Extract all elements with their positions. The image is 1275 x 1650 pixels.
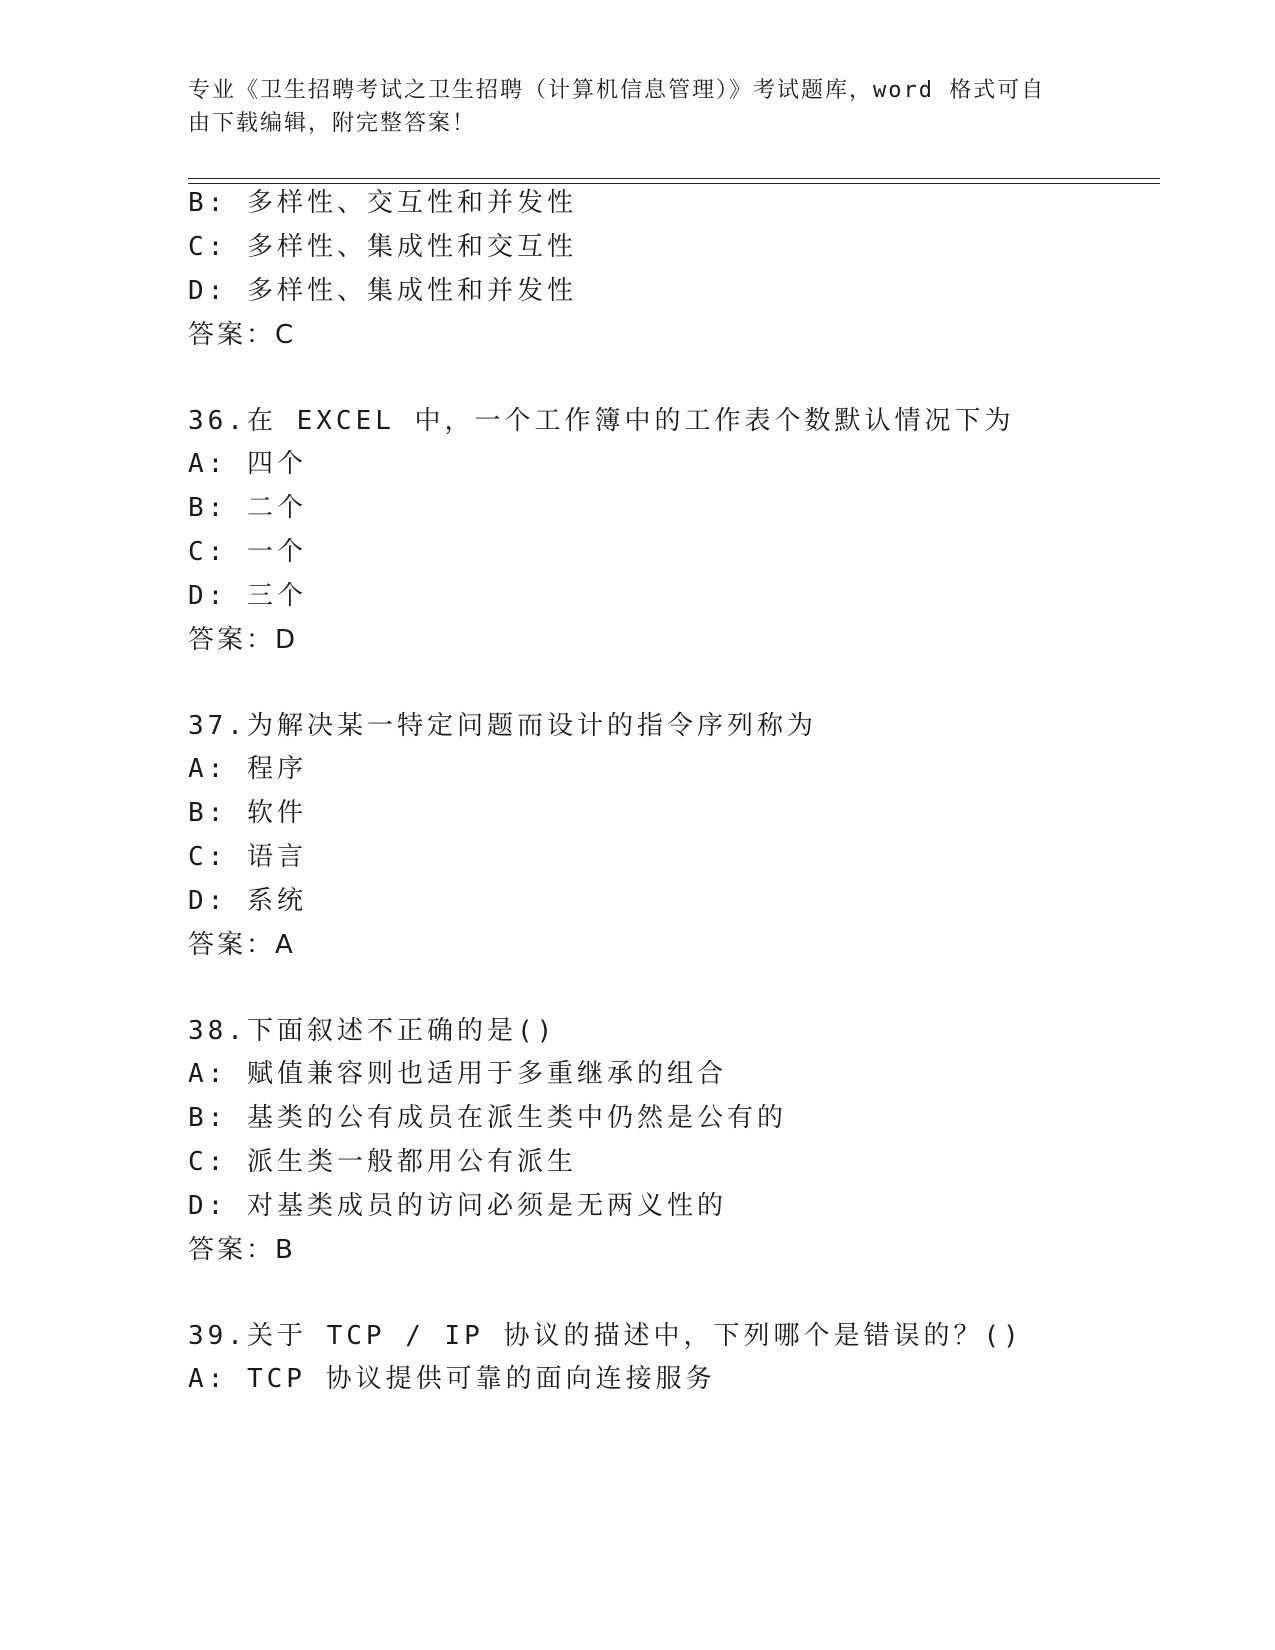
question-38-option-b: B: 基类的公有成员在派生类中仍然是公有的 <box>188 1103 787 1133</box>
prev-option-d: D: 多样性、集成性和并发性 <box>188 276 577 306</box>
header-divider-second <box>188 183 1160 184</box>
question-37-option-a: A: 程序 <box>188 754 307 784</box>
question-38-option-a: A: 赋值兼容则也适用于多重继承的组合 <box>188 1059 727 1089</box>
question-39-stem: 39.关于 TCP / IP 协议的描述中，下列哪个是错误的？() <box>188 1321 1023 1351</box>
question-37-option-d: D: 系统 <box>188 886 307 916</box>
question-36-option-b: B: 二个 <box>188 493 307 523</box>
document-header: 专业《卫生招聘考试之卫生招聘（计算机信息管理）》考试题库，word 格式可自由下载编辑，附完整答案！ <box>188 78 1046 136</box>
prev-answer: 答案：C <box>188 320 297 350</box>
header-divider <box>188 178 1160 179</box>
question-36-stem: 36.在 EXCEL 中，一个工作簿中的工作表个数默认情况下为 <box>188 406 1015 436</box>
question-36-option-d: D: 三个 <box>188 581 307 611</box>
question-36-option-a: A: 四个 <box>188 449 307 479</box>
question-38-option-c: C: 派生类一般都用公有派生 <box>188 1147 577 1177</box>
prev-option-b: B: 多样性、交互性和并发性 <box>188 188 577 218</box>
question-36-answer: 答案：D <box>188 625 299 655</box>
question-37-option-c: C: 语言 <box>188 842 307 872</box>
question-37-answer: 答案：A <box>188 930 296 960</box>
question-37-option-b: B: 软件 <box>188 798 307 828</box>
question-38-stem: 38.下面叙述不正确的是() <box>188 1016 557 1046</box>
prev-option-c: C: 多样性、集成性和交互性 <box>188 232 577 262</box>
question-36-option-c: C: 一个 <box>188 537 307 567</box>
question-37-stem: 37.为解决某一特定问题而设计的指令序列称为 <box>188 711 817 741</box>
question-39-option-a: A: TCP 协议提供可靠的面向连接服务 <box>188 1364 716 1394</box>
question-38-answer: 答案：B <box>188 1235 296 1265</box>
question-38-option-d: D: 对基类成员的访问必须是无两义性的 <box>188 1191 727 1221</box>
